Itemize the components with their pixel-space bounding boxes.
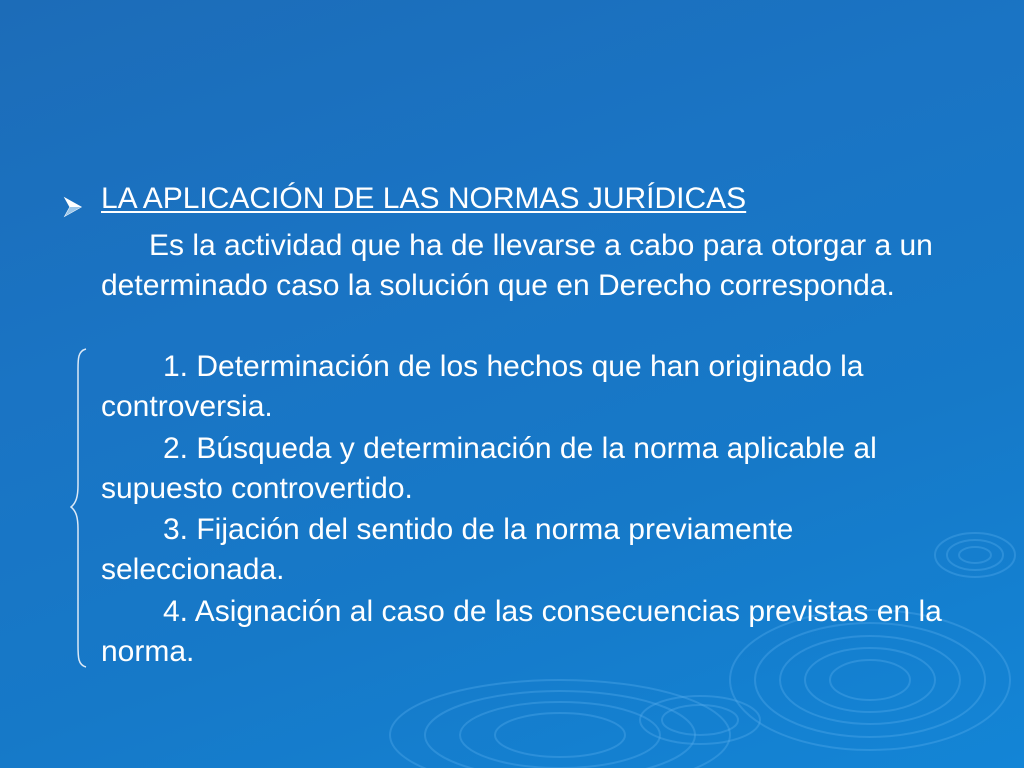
step-2: 2. Búsqueda y determinación de la norma aplicable al supuesto controvertido. bbox=[101, 432, 877, 505]
step-3: 3. Fijación del sentido de la norma previamente seleccionada. bbox=[101, 513, 794, 586]
step-4: 4. Asignación al caso de las consecuencias previstas en la norma. bbox=[101, 595, 942, 668]
left-brace-icon bbox=[70, 345, 90, 670]
arrow-bullet-icon bbox=[62, 196, 84, 218]
slide-heading: LA APLICACIÓN DE LAS NORMAS JURÍDICAS bbox=[101, 182, 747, 215]
step-1: 1. Determinación de los hechos que han originado la controversia. bbox=[101, 350, 864, 423]
intro-paragraph: Es la actividad que ha de llevarse a cabo para otorgar a un determinado caso la solución que en Derecho corresponda. bbox=[101, 229, 933, 302]
